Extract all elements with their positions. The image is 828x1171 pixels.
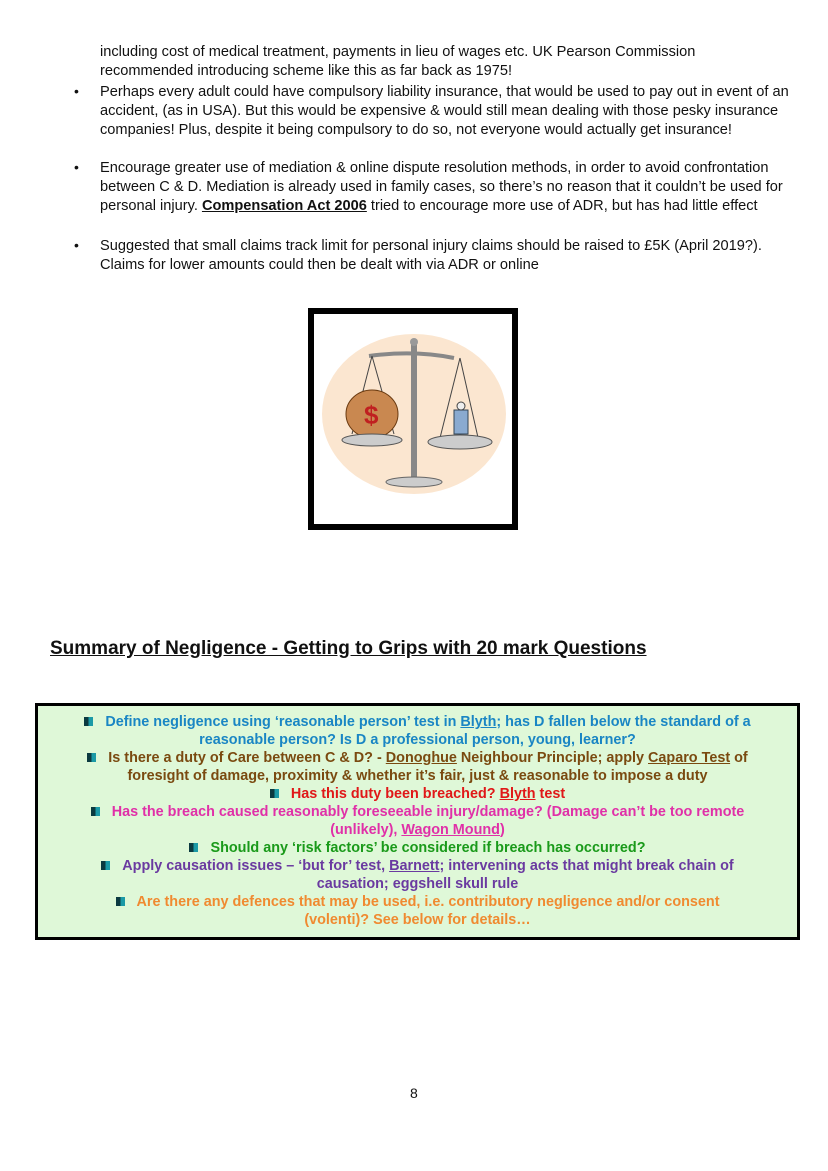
paragraph-1: including cost of medical treatment, payments in lieu of wages etc. UK Pearson Commission recommended introducing scheme like this as far back as 1975!	[100, 44, 696, 79]
dollar-sign: $	[364, 400, 379, 430]
summary-item-line	[38, 821, 797, 839]
summary-item-line	[38, 803, 797, 821]
summary-item-line	[38, 839, 797, 857]
bullet: •	[74, 237, 79, 253]
paragraph-3	[100, 159, 790, 216]
summary-item-line	[38, 713, 797, 731]
text: Define negligence using ‘reasonable person’ test in	[105, 714, 461, 730]
square-bullet-icon	[87, 753, 96, 762]
summary-item-line	[38, 731, 797, 749]
text: reasonable person? Is D a professional person, young, learner?	[199, 732, 636, 748]
text: foresight of damage, proximity & whether it’s fair, just & reasonable to impose a duty	[127, 768, 708, 784]
case-name: Barnett	[389, 858, 440, 874]
text: Neighbour Principle; apply	[456, 750, 649, 766]
summary-item-line	[38, 857, 797, 875]
square-bullet-icon	[189, 843, 198, 852]
summary-item-line	[38, 911, 797, 929]
scales-of-justice-image	[308, 308, 518, 530]
negligence-summary-box	[35, 703, 800, 940]
summary-item-line	[38, 749, 797, 767]
text: )	[499, 822, 505, 838]
text: of	[730, 750, 748, 766]
bullet: •	[74, 83, 79, 99]
text: Is there a duty of Care between C & D? -	[108, 750, 386, 766]
summary-title: Summary of Negligence - Getting to Grips with 20 mark Questions	[50, 638, 647, 659]
text: Apply causation issues – ‘but for’ test,	[122, 858, 390, 874]
case-name: Donoghue	[385, 750, 457, 766]
compensation-act-link: Compensation Act 2006	[201, 198, 367, 214]
text: Should any ‘risk factors’ be considered if breach has occurred?	[210, 840, 646, 856]
page-number: 8	[410, 1085, 418, 1101]
summary-item-line	[38, 785, 797, 803]
text: (unlikely),	[330, 822, 402, 838]
paragraph-4: Suggested that small claims track limit for personal injury claims should be raised to £5K (April 2019?). Claims for lower amounts could then be dealt with via ADR or online	[100, 238, 762, 273]
scales-illustration	[314, 314, 512, 524]
square-bullet-icon	[84, 717, 93, 726]
text: ; intervening acts that might break chain of	[439, 858, 734, 874]
text: tried to encourage more use of ADR, but has had little effect	[366, 198, 758, 214]
case-name: Blyth	[460, 714, 497, 730]
paragraph-2: Perhaps every adult could have compulsory liability insurance, that would be used to pay out in event of an accident, (as in USA). But this would be expensive & would still mean dealing with those pesky insurance companies! Plus, despite it being compulsory to do so, not everyone would actually get insurance!	[100, 84, 789, 138]
square-bullet-icon	[101, 861, 110, 870]
summary-item-line	[38, 875, 797, 893]
case-name: Caparo Test	[648, 750, 731, 766]
square-bullet-icon	[91, 807, 100, 816]
summary-item-line	[38, 893, 797, 911]
text: Has the breach caused reasonably foreseeable injury/damage? (Damage can’t be too remote	[111, 804, 745, 820]
text: test	[535, 786, 566, 802]
text: Are there any defences that may be used, i.e. contributory negligence and/or consent	[136, 894, 720, 910]
text: Encourage greater use of mediation & online dispute resolution methods, in order to avoid confrontation between C & D. Mediation is already used in family cases, so there’s no reason that it couldn’t be used for personal injury.	[100, 160, 783, 214]
square-bullet-icon	[270, 789, 279, 798]
text: Has this duty been breached?	[290, 786, 500, 802]
text: ; has D fallen below the standard of a	[496, 714, 751, 730]
case-name: Blyth	[499, 786, 536, 802]
square-bullet-icon	[116, 897, 125, 906]
text: (volenti)? See below for details…	[304, 912, 531, 928]
summary-item-line	[38, 767, 797, 785]
bullet: •	[74, 159, 79, 175]
case-name: Wagon Mound	[401, 822, 500, 838]
text: causation; eggshell skull rule	[316, 876, 519, 892]
